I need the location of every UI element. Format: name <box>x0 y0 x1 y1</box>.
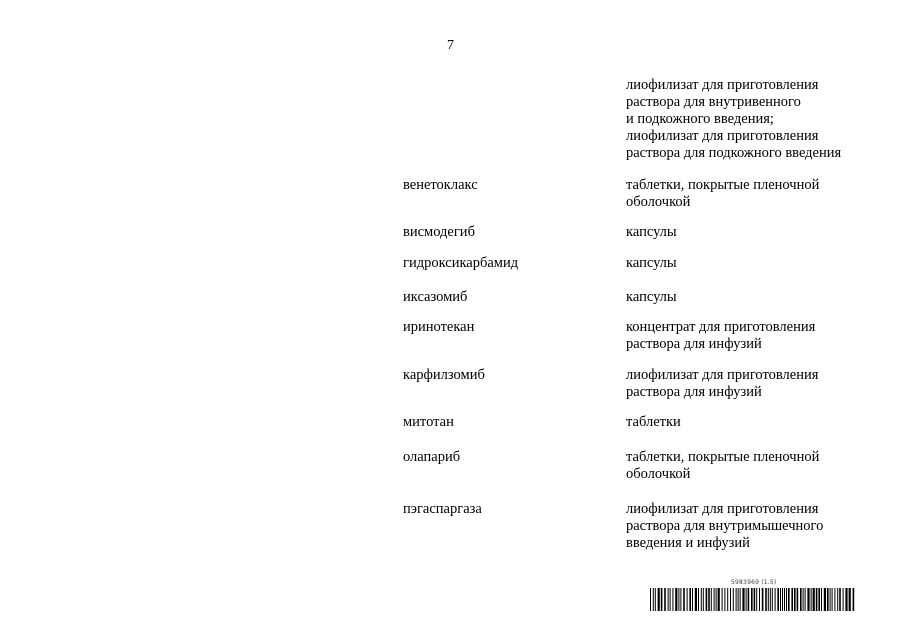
dosage-form-line: введения и инфузий <box>626 535 750 551</box>
dosage-form-9 <box>626 501 823 552</box>
drug-name-1: венетоклакс <box>403 177 478 193</box>
dosage-form-line: таблетки, покрытые пленочной <box>626 177 820 193</box>
dosage-form-1 <box>626 177 819 211</box>
dosage-form-7 <box>626 414 681 431</box>
dosage-form-line: раствора для внутримышечного <box>626 518 824 534</box>
dosage-form-line: капсулы <box>626 289 677 305</box>
dosage-form-0 <box>626 77 841 162</box>
dosage-form-line: концентрат для приготовления <box>626 319 816 335</box>
drug-name-5: иринотекан <box>403 319 475 335</box>
dosage-form-line: лиофилизат для приготовления <box>626 367 819 383</box>
dosage-form-line: капсулы <box>626 255 677 271</box>
drug-name-4: иксазомиб <box>403 289 468 305</box>
dosage-form-3 <box>626 255 677 272</box>
dosage-form-line: лиофилизат для приготовления <box>626 501 819 517</box>
drug-name-8: олапариб <box>403 449 461 465</box>
dosage-form-line: раствора для инфузий <box>626 336 762 352</box>
dosage-form-6 <box>626 367 818 401</box>
dosage-form-line: раствора для подкожного введения <box>626 145 842 161</box>
drug-name-6: карфилзомиб <box>403 367 485 383</box>
drug-name-2: висмодегиб <box>403 224 475 240</box>
drug-name-9: пэгаспаргаза <box>403 501 482 517</box>
dosage-form-line: капсулы <box>626 224 677 240</box>
dosage-form-line: таблетки, покрытые пленочной <box>626 449 820 465</box>
dosage-form-line: и подкожного введения; <box>626 111 774 127</box>
dosage-form-line: раствора для внутривенного <box>626 94 801 110</box>
dosage-form-5 <box>626 319 815 353</box>
dosage-form-8 <box>626 449 819 483</box>
dosage-form-line: раствора для инфузий <box>626 384 762 400</box>
dosage-form-4 <box>626 289 677 306</box>
drug-name-3: гидроксикарбамид <box>403 255 519 271</box>
dosage-form-line: оболочкой <box>626 194 691 210</box>
page-number: 7 <box>447 38 454 53</box>
drug-name-7: митотан <box>403 414 454 430</box>
dosage-form-2 <box>626 224 677 241</box>
dosage-form-line: лиофилизат для приготовления <box>626 128 819 144</box>
dosage-form-line: лиофилизат для приготовления <box>626 77 819 93</box>
dosage-form-line: оболочкой <box>626 466 691 482</box>
barcode-number: 5983969 (1.5) <box>731 579 777 586</box>
barcode <box>650 588 856 611</box>
dosage-form-line: таблетки <box>626 414 681 430</box>
